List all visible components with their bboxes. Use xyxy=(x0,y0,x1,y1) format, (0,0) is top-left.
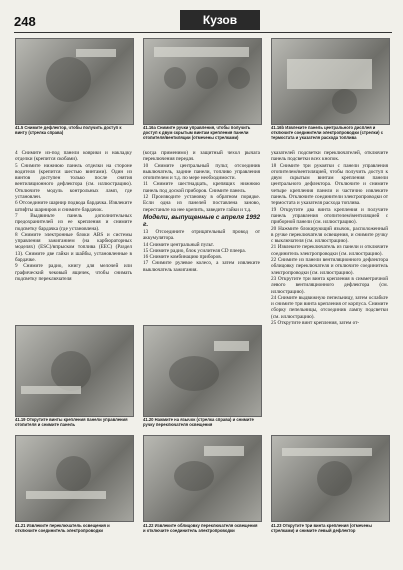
caption-41-16a: 41.16а Снимите ручки управления, чтобы получить доступ к двум скрытым винтам крепления панели отопителя/вентиляции (отмечены стрелками) xyxy=(143,125,251,140)
caption-41-21: 41.21 Извлеките переключатель освещения и отключите соединитель электропроводки xyxy=(15,523,110,533)
section-title: Кузов xyxy=(180,10,260,30)
photo-41-23 xyxy=(271,435,390,522)
photo-41-16a xyxy=(143,38,262,125)
paragraph: 22 Снимите из панели вентиляционного дефлектора облицовку переключателя и отключите соединитель электропроводки (см. иллюстрацию). xyxy=(271,257,388,276)
paragraph: 25 Открутите винт крепления, затем от- xyxy=(271,320,360,327)
caption-41-22: 41.22 Извлеките облицовку переключателя освещения и отключите соединитель электропроводки xyxy=(143,523,258,533)
paragraph: 11 Снимите шестнадцать, крепящих нижнюю панель под доской приборов. Снимите панель. xyxy=(143,181,260,194)
paragraph: 17 Снимите рулевое колесо, а затем извлеките выключатель зажигания. xyxy=(143,260,260,273)
paragraph: 6 Отсоедините шарнир подвода бардачка. Извлеките штифты шарниров и снимите бардачок. xyxy=(15,200,132,213)
photo-41-20 xyxy=(143,325,262,417)
paragraph: 13 Отсоедините отрицательный провод от аккумулятора. xyxy=(143,228,260,242)
photo-41-19 xyxy=(15,325,134,417)
caption-41-5: 41.5 Снимите дефлектор, чтобы получить доступ к винту (стрелка справа) xyxy=(15,125,122,135)
page-number: 248 xyxy=(14,14,36,29)
paragraph: 16 Снимите комбинацию приборов. xyxy=(143,254,222,261)
caption-41-23: 41.23 Открутите три винта крепления (отмечены стрелками) и снимите левый дефлектор xyxy=(271,523,372,533)
text-column-1 xyxy=(15,150,132,282)
paragraph: 7 Выдвиньте панель дополнительных предохранителей из ее крепления и снимите подсветку бардачка (где установлена). xyxy=(15,212,132,232)
paragraph: 10 Снимите центральный пульт, отсоединив выключатель, задние панели, топливо управления отопителем и т.д. по мере необходимости. xyxy=(143,162,260,182)
paragraph: 15 Снимите радио, блок усилителя CD плеера. xyxy=(143,247,246,254)
caption-41-19: 41.19 Открутите винты крепления панели управления отопителя и снимите панель xyxy=(15,417,128,427)
section-heading: Модели, выпущенные с апреля 1992 г. xyxy=(143,213,260,228)
page-header xyxy=(14,14,392,33)
paragraph: 12 Производите установку в обратном порядке. Если одна из панелей поставлена заново, перестаньте на нее крепить, заведите гайки и т.д. xyxy=(143,194,260,213)
text-column-2 xyxy=(143,150,260,273)
caption-41-20: 41.20 Нажмите на язычок (стрелка справа) и снимите ручку переключателя освещения xyxy=(143,417,254,427)
paragraph: 5 Снимите нижнюю панель отделки на стороне водителя (крепится шестью винтами). Один из винтов доступен только после снятия вентиляционного дефлектора (см. иллюстрацию). Отключите модуль контрольных ламп, где установлен. xyxy=(15,162,132,201)
paragraph: 23 Открутите три винта крепления в симметричной левого вентиляционного дефлектора (см. иллюстрацию). xyxy=(271,275,388,295)
photo-41-5 xyxy=(15,38,134,125)
paragraph: 18 Снимите три рукоятки с панели управления отопителем/вентиляцией, чтобы получить доступ к двум скрытым винтам крепления панели центрального дефлектора. Отключите и снимите четыре крепления панели и частично извлеките панель. Отключите соединители электропроводки от термостата и указателя расхода топлива. xyxy=(271,162,388,207)
photo-41-21 xyxy=(15,435,134,522)
text-column-3 xyxy=(271,150,388,326)
caption-41-16b: 41.16b Извлеките панель центрального дисплея и отключите соединители электропроводки (стрелки) с термостата и указателя расхода топлива xyxy=(271,125,384,140)
photo-41-16b xyxy=(271,38,390,125)
paragraph: 24 Снимите выдвижную пепельницу, затем ослабьте и снимите три винта крепления от корпуса. Снимите сборку пепельницы, отсоединив лампу подсветки (см. иллюстрацию). xyxy=(271,294,388,320)
paragraph: указателей подсветки переключателей, отключите панель подсветки всех кнопок. xyxy=(271,150,388,163)
paragraph: 14 Снимите центральный пульт. xyxy=(143,241,214,248)
paragraph: 9 Снимите радио, книгу для мелочей или графический чековый ящичек, чтобы снимать подсветку переключателя xyxy=(15,263,132,282)
paragraph: 19 Открутите два винта крепления и получите панель управления отопителем/вентиляцией с приборной панели (см. иллюстрацию). xyxy=(271,206,388,226)
paragraph: 20 Нажмите блокирующий язычок, расположенный в ручке переключателя освещения, и снимите ручку с выключателя (см. иллюстрацию). xyxy=(271,225,388,245)
paragraph: 8 Снимите электронные блоки ABS и системы управления зажиганием (на карбюраторных моделях) (ESC)/впрыском топлива (EEC) (Раздел 13). Снимите две гайки и шайбы, установленные в бардачке. xyxy=(15,231,132,264)
paragraph: 4 Снимите из-под панели коврики и накладку отделки (крепится скобами). xyxy=(15,150,132,163)
paragraph: (когда применимо) и защитный чехол рычага переключения передач. xyxy=(143,150,260,163)
paragraph: 21 Извлеките переключатель из панели и отключите соединитель электропроводки (см. иллюстрацию). xyxy=(271,244,388,257)
photo-41-22 xyxy=(143,435,262,522)
